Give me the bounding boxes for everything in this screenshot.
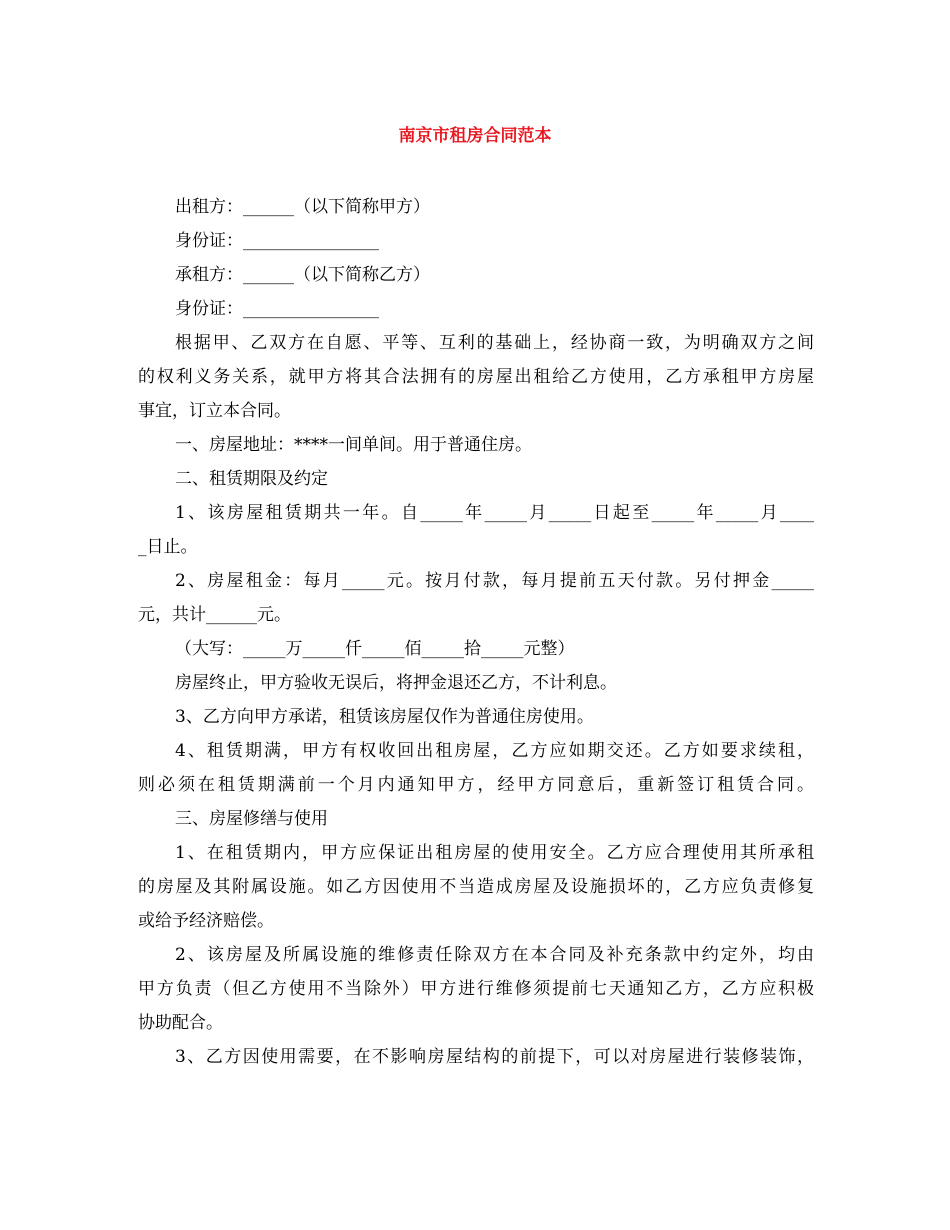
text-line: 的权利义务关系，就甲方将其合法拥有的房屋出租给乙方使用，乙方承租甲方房屋 bbox=[138, 367, 814, 387]
text-line: 2、房屋租金：每月_____元。按月付款，每月提前五天付款。另付押金_____ bbox=[175, 571, 814, 591]
text-line: 甲方负责（但乙方使用不当除外）甲方进行维修须提前七天通知乙方，乙方应积极 bbox=[138, 979, 814, 999]
text-line: 1、在租赁期内，甲方应保证出租房屋的使用安全。乙方应合理使用其所承租 bbox=[175, 843, 814, 863]
text-line: 出租方：______（以下简称甲方） bbox=[175, 197, 430, 217]
text-line: 承租方：______（以下简称乙方） bbox=[175, 265, 430, 285]
text-line: 根据甲、乙双方在自愿、平等、互利的基础上，经协商一致，为明确双方之间 bbox=[175, 333, 814, 353]
text-line: 协助配合。 bbox=[138, 1013, 223, 1033]
text-line: 3、乙方向甲方承诺，租赁该房屋仅作为普通住房使用。 bbox=[175, 707, 594, 727]
text-line: 房屋终止，甲方验收无误后，将押金退还乙方，不计利息。 bbox=[175, 673, 617, 693]
text-line: 事宜，订立本合同。 bbox=[138, 401, 291, 421]
text-line: 三、房屋修缮与使用 bbox=[175, 809, 328, 829]
text-line: 2、该房屋及所属设施的维修责任除双方在本合同及补充条款中约定外，均由 bbox=[175, 945, 814, 965]
text-line: 或给予经济赔偿。 bbox=[138, 911, 274, 931]
document-body bbox=[138, 190, 814, 1074]
text-line: 二、租赁期限及约定 bbox=[175, 469, 328, 489]
text-line: 4、租赁期满，甲方有权收回出租房屋，乙方应如期交还。乙方如要求续租， bbox=[175, 741, 814, 761]
text-line: 身份证：________________ bbox=[175, 231, 379, 251]
text-line: 3、乙方因使用需要，在不影响房屋结构的前提下，可以对房屋进行装修装饰， bbox=[175, 1047, 814, 1067]
document-title: 南京市租房合同范本 bbox=[398, 126, 552, 146]
text-line: 元，共计______元。 bbox=[138, 605, 291, 625]
text-line: 一、房屋地址：****一间单间。用于普通住房。 bbox=[175, 435, 532, 455]
text-line: 则必须在租赁期满前一个月内通知甲方，经甲方同意后，重新签订租赁合同。 bbox=[138, 775, 814, 795]
text-line: 的房屋及其附属设施。如乙方因使用不当造成房屋及设施损坏的，乙方应负责修复 bbox=[138, 877, 814, 897]
text-line: _日止。 bbox=[138, 537, 198, 557]
text-line: 身份证：________________ bbox=[175, 299, 379, 319]
text-line: （大写：_____万_____仟_____佰_____拾_____元整） bbox=[175, 639, 575, 659]
text-line: 1、该房屋租赁期共一年。自_____年_____月_____日起至_____年_____月____ bbox=[175, 503, 814, 523]
